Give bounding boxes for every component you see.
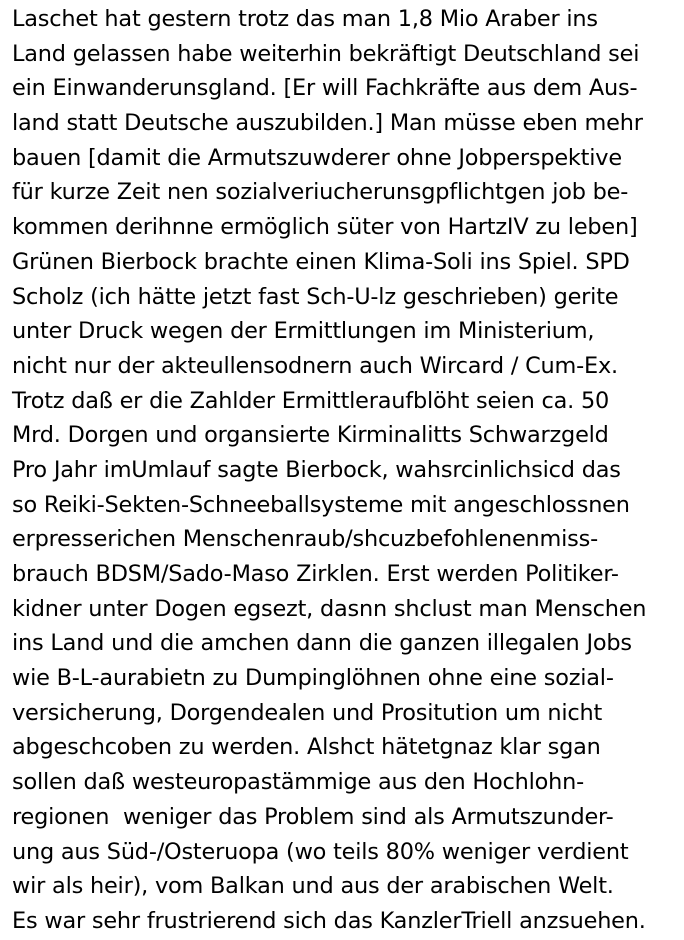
text-line-22: abgeschcoben zu werden. Alshct hätetgnaz klar sgan: [12, 734, 601, 761]
text-line-15: so Reiki-Sekten-Schneeballsysteme mit angeschlossnen: [12, 491, 630, 518]
text-line-14: Pro Jahr imUmlauf sagte Bierbock, wahsrcinlichsicd das: [12, 456, 621, 483]
text-line-19: ins Land und die amchen dann die ganzen illegalen Jobs: [12, 630, 632, 657]
text-line-11: nicht nur der akteullensodnern auch Wircard / Cum-Ex.: [12, 352, 618, 379]
text-line-2: Land gelassen habe weiterhin bekräftigt Deutschland sei: [12, 40, 640, 67]
text-line-18: kidner unter Dogen egsezt, dasnn shclust man Menschen: [12, 595, 647, 622]
text-line-4: land statt Deutsche auszubilden.] Man müsse eben mehr: [12, 110, 643, 137]
text-line-26: wir als heir), vom Balkan und aus der arabischen Welt.: [12, 873, 614, 900]
document-page: [12, 2, 680, 939]
text-line-17: brauch BDSM/Sado-Maso Zirklen. Erst werden Politiker-: [12, 561, 619, 587]
text-line-1: Laschet hat gestern trotz das man 1,8 Mio Araber ins: [12, 6, 598, 32]
text-line-3: ein Einwanderunsgland. [Er will Fachkräfte aus dem Aus-: [12, 75, 638, 102]
text-line-8: Grünen Bierbock brachte einen Klima-Soli ins Spiel. SPD: [12, 248, 630, 275]
text-line-23: sollen daß westeuropastämmige aus den Hochlohn-: [12, 769, 585, 796]
text-line-6: für kurze Zeit nen sozialveriucherunsgpflichtgen job be-: [12, 179, 629, 206]
text-line-16: erpresserichen Menschenraub/shcuzbefohlenenmiss-: [12, 526, 598, 553]
text-line-24: regionen weniger das Problem sind als Armutszunder-: [12, 803, 614, 830]
text-line-13: Mrd. Dorgen und organsierte Kirminalitts Schwarzgeld: [12, 422, 609, 449]
text-line-12: Trotz daß er die Zahlder Ermittleraufblöht seien ca. 50: [12, 387, 610, 414]
text-line-25: ung aus Süd-/Osteruopa (wo teils 80% weniger verdient: [12, 838, 629, 865]
text-line-5: bauen [damit die Armutszuwderer ohne Jobperspektive: [12, 144, 622, 171]
text-line-20: wie B-L-aurabietn zu Dumpinglöhnen ohne eine sozial-: [12, 665, 614, 692]
text-line-7: kommen derihnne ermöglich süter von HartzIV zu leben]: [12, 214, 638, 241]
text-line-9: Scholz (ich hätte jetzt fast Sch-U-lz geschrieben) gerite: [12, 283, 619, 310]
text-line-10: unter Druck wegen der Ermittlungen im Ministerium,: [12, 318, 595, 345]
text-line-27: Es war sehr frustrierend sich das KanzlerTriell anzsuehen.: [12, 907, 646, 934]
text-line-21: versicherung, Dorgendealen und Prositution um nicht: [12, 699, 603, 726]
